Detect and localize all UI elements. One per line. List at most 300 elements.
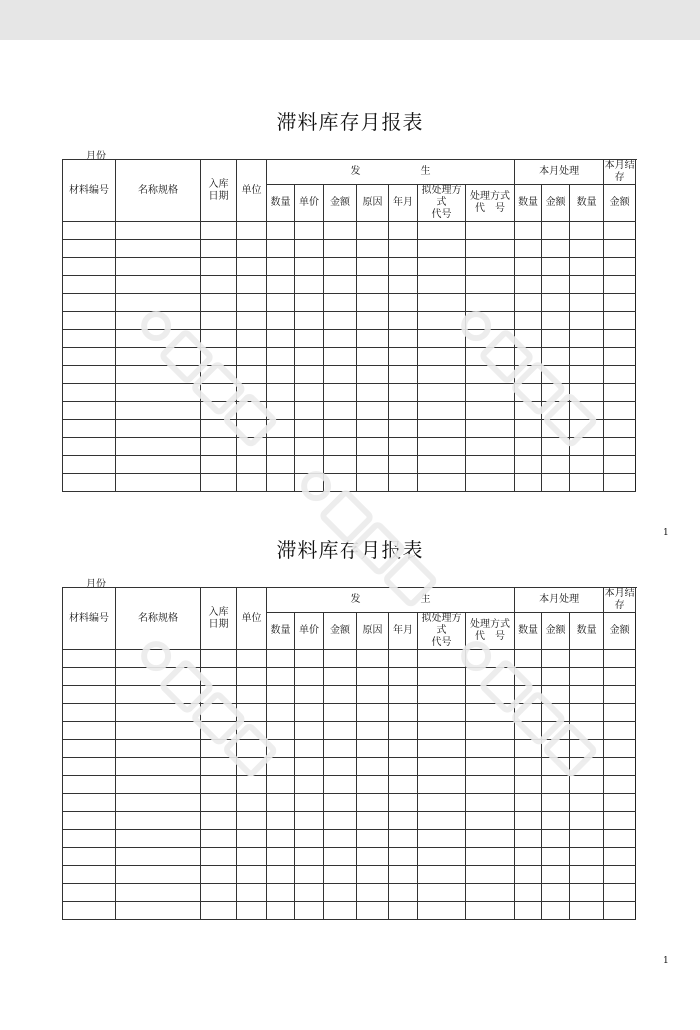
table-cell[interactable] bbox=[116, 330, 201, 348]
table-cell[interactable] bbox=[542, 812, 570, 830]
table-cell[interactable] bbox=[604, 222, 636, 240]
table-cell[interactable] bbox=[570, 438, 604, 456]
table-cell[interactable] bbox=[389, 740, 418, 758]
table-cell[interactable] bbox=[604, 830, 636, 848]
table-cell[interactable] bbox=[357, 420, 389, 438]
table-cell[interactable] bbox=[357, 456, 389, 474]
table-cell[interactable] bbox=[201, 330, 237, 348]
table-cell[interactable] bbox=[267, 812, 295, 830]
table-cell[interactable] bbox=[295, 438, 324, 456]
table-cell[interactable] bbox=[542, 348, 570, 366]
table-cell[interactable] bbox=[570, 776, 604, 794]
table-cell[interactable] bbox=[515, 650, 542, 668]
table-cell[interactable] bbox=[295, 740, 324, 758]
table-cell[interactable] bbox=[466, 686, 515, 704]
table-cell[interactable] bbox=[63, 312, 116, 330]
table-cell[interactable] bbox=[295, 474, 324, 492]
table-cell[interactable] bbox=[389, 776, 418, 794]
table-cell[interactable] bbox=[295, 222, 324, 240]
table-cell[interactable] bbox=[357, 902, 389, 920]
table-cell[interactable] bbox=[63, 704, 116, 722]
table-cell[interactable] bbox=[570, 866, 604, 884]
table-cell[interactable] bbox=[116, 222, 201, 240]
table-cell[interactable] bbox=[201, 650, 237, 668]
table-cell[interactable] bbox=[515, 276, 542, 294]
table-cell[interactable] bbox=[237, 456, 267, 474]
table-cell[interactable] bbox=[201, 240, 237, 258]
table-cell[interactable] bbox=[418, 258, 466, 276]
table-cell[interactable] bbox=[389, 866, 418, 884]
table-cell[interactable] bbox=[466, 312, 515, 330]
table-cell[interactable] bbox=[237, 276, 267, 294]
table-cell[interactable] bbox=[324, 848, 357, 866]
table-cell[interactable] bbox=[418, 474, 466, 492]
table-cell[interactable] bbox=[237, 402, 267, 420]
table-cell[interactable] bbox=[604, 866, 636, 884]
table-cell[interactable] bbox=[570, 884, 604, 902]
table-cell[interactable] bbox=[418, 456, 466, 474]
table-cell[interactable] bbox=[604, 686, 636, 704]
table-cell[interactable] bbox=[418, 294, 466, 312]
table-cell[interactable] bbox=[604, 258, 636, 276]
table-cell[interactable] bbox=[542, 474, 570, 492]
table-cell[interactable] bbox=[116, 474, 201, 492]
table-cell[interactable] bbox=[237, 474, 267, 492]
table-cell[interactable] bbox=[389, 330, 418, 348]
table-cell[interactable] bbox=[324, 668, 357, 686]
table-cell[interactable] bbox=[542, 276, 570, 294]
table-cell[interactable] bbox=[389, 222, 418, 240]
table-cell[interactable] bbox=[604, 758, 636, 776]
table-cell[interactable] bbox=[201, 276, 237, 294]
table-cell[interactable] bbox=[295, 866, 324, 884]
table-cell[interactable] bbox=[389, 704, 418, 722]
table-cell[interactable] bbox=[267, 348, 295, 366]
table-cell[interactable] bbox=[515, 420, 542, 438]
table-cell[interactable] bbox=[515, 258, 542, 276]
table-cell[interactable] bbox=[389, 366, 418, 384]
table-cell[interactable] bbox=[267, 758, 295, 776]
table-cell[interactable] bbox=[515, 776, 542, 794]
table-cell[interactable] bbox=[295, 650, 324, 668]
table-cell[interactable] bbox=[466, 402, 515, 420]
table-cell[interactable] bbox=[357, 384, 389, 402]
table-cell[interactable] bbox=[542, 866, 570, 884]
table-cell[interactable] bbox=[418, 402, 466, 420]
table-cell[interactable] bbox=[542, 312, 570, 330]
table-cell[interactable] bbox=[570, 402, 604, 420]
table-cell[interactable] bbox=[63, 258, 116, 276]
table-cell[interactable] bbox=[201, 222, 237, 240]
table-cell[interactable] bbox=[267, 222, 295, 240]
table-cell[interactable] bbox=[267, 830, 295, 848]
table-cell[interactable] bbox=[418, 420, 466, 438]
table-cell[interactable] bbox=[466, 366, 515, 384]
table-cell[interactable] bbox=[515, 456, 542, 474]
table-cell[interactable] bbox=[324, 686, 357, 704]
table-cell[interactable] bbox=[515, 866, 542, 884]
table-cell[interactable] bbox=[201, 420, 237, 438]
table-cell[interactable] bbox=[466, 794, 515, 812]
table-cell[interactable] bbox=[604, 812, 636, 830]
table-cell[interactable] bbox=[295, 276, 324, 294]
table-cell[interactable] bbox=[237, 222, 267, 240]
table-cell[interactable] bbox=[237, 366, 267, 384]
table-cell[interactable] bbox=[357, 258, 389, 276]
table-cell[interactable] bbox=[357, 348, 389, 366]
table-cell[interactable] bbox=[418, 650, 466, 668]
table-cell[interactable] bbox=[389, 812, 418, 830]
table-cell[interactable] bbox=[389, 402, 418, 420]
table-cell[interactable] bbox=[237, 258, 267, 276]
table-cell[interactable] bbox=[116, 402, 201, 420]
table-cell[interactable] bbox=[357, 884, 389, 902]
table-cell[interactable] bbox=[267, 276, 295, 294]
table-cell[interactable] bbox=[466, 258, 515, 276]
table-cell[interactable] bbox=[116, 704, 201, 722]
table-cell[interactable] bbox=[570, 686, 604, 704]
table-cell[interactable] bbox=[389, 848, 418, 866]
table-cell[interactable] bbox=[542, 830, 570, 848]
table-cell[interactable] bbox=[237, 884, 267, 902]
table-cell[interactable] bbox=[267, 240, 295, 258]
table-cell[interactable] bbox=[116, 686, 201, 704]
table-cell[interactable] bbox=[466, 830, 515, 848]
table-cell[interactable] bbox=[604, 330, 636, 348]
table-cell[interactable] bbox=[466, 330, 515, 348]
table-cell[interactable] bbox=[201, 348, 237, 366]
table-cell[interactable] bbox=[237, 740, 267, 758]
table-cell[interactable] bbox=[201, 704, 237, 722]
table-cell[interactable] bbox=[116, 776, 201, 794]
table-cell[interactable] bbox=[604, 384, 636, 402]
table-cell[interactable] bbox=[295, 704, 324, 722]
table-cell[interactable] bbox=[418, 758, 466, 776]
table-cell[interactable] bbox=[570, 812, 604, 830]
table-cell[interactable] bbox=[201, 866, 237, 884]
table-cell[interactable] bbox=[515, 438, 542, 456]
table-cell[interactable] bbox=[570, 830, 604, 848]
table-cell[interactable] bbox=[116, 740, 201, 758]
table-cell[interactable] bbox=[466, 884, 515, 902]
table-cell[interactable] bbox=[201, 884, 237, 902]
table-cell[interactable] bbox=[267, 776, 295, 794]
table-cell[interactable] bbox=[267, 902, 295, 920]
table-cell[interactable] bbox=[116, 456, 201, 474]
table-cell[interactable] bbox=[466, 866, 515, 884]
table-cell[interactable] bbox=[63, 366, 116, 384]
table-cell[interactable] bbox=[542, 668, 570, 686]
table-cell[interactable] bbox=[466, 740, 515, 758]
table-cell[interactable] bbox=[201, 812, 237, 830]
table-cell[interactable] bbox=[324, 866, 357, 884]
table-cell[interactable] bbox=[267, 294, 295, 312]
table-cell[interactable] bbox=[542, 384, 570, 402]
table-cell[interactable] bbox=[295, 348, 324, 366]
table-cell[interactable] bbox=[515, 884, 542, 902]
table-cell[interactable] bbox=[542, 722, 570, 740]
table-cell[interactable] bbox=[324, 722, 357, 740]
table-cell[interactable] bbox=[466, 222, 515, 240]
table-cell[interactable] bbox=[237, 438, 267, 456]
table-cell[interactable] bbox=[201, 668, 237, 686]
table-cell[interactable] bbox=[324, 402, 357, 420]
table-cell[interactable] bbox=[604, 420, 636, 438]
table-cell[interactable] bbox=[295, 794, 324, 812]
table-cell[interactable] bbox=[324, 276, 357, 294]
table-cell[interactable] bbox=[570, 384, 604, 402]
table-cell[interactable] bbox=[357, 438, 389, 456]
table-cell[interactable] bbox=[604, 776, 636, 794]
table-cell[interactable] bbox=[295, 294, 324, 312]
table-cell[interactable] bbox=[389, 420, 418, 438]
table-cell[interactable] bbox=[389, 650, 418, 668]
table-cell[interactable] bbox=[295, 830, 324, 848]
table-cell[interactable] bbox=[63, 902, 116, 920]
table-cell[interactable] bbox=[466, 294, 515, 312]
table-cell[interactable] bbox=[201, 438, 237, 456]
table-cell[interactable] bbox=[418, 438, 466, 456]
table-cell[interactable] bbox=[237, 294, 267, 312]
table-cell[interactable] bbox=[324, 704, 357, 722]
table-cell[interactable] bbox=[237, 330, 267, 348]
table-cell[interactable] bbox=[295, 884, 324, 902]
table-cell[interactable] bbox=[570, 740, 604, 758]
table-cell[interactable] bbox=[515, 686, 542, 704]
table-cell[interactable] bbox=[515, 240, 542, 258]
table-cell[interactable] bbox=[237, 812, 267, 830]
table-cell[interactable] bbox=[418, 668, 466, 686]
table-cell[interactable] bbox=[466, 420, 515, 438]
table-cell[interactable] bbox=[515, 384, 542, 402]
table-cell[interactable] bbox=[389, 348, 418, 366]
table-cell[interactable] bbox=[389, 794, 418, 812]
table-cell[interactable] bbox=[267, 438, 295, 456]
table-cell[interactable] bbox=[515, 740, 542, 758]
table-cell[interactable] bbox=[267, 740, 295, 758]
table-cell[interactable] bbox=[116, 884, 201, 902]
table-cell[interactable] bbox=[63, 294, 116, 312]
table-cell[interactable] bbox=[570, 420, 604, 438]
table-cell[interactable] bbox=[418, 776, 466, 794]
table-cell[interactable] bbox=[295, 312, 324, 330]
table-cell[interactable] bbox=[63, 776, 116, 794]
table-cell[interactable] bbox=[570, 276, 604, 294]
table-cell[interactable] bbox=[63, 276, 116, 294]
table-cell[interactable] bbox=[237, 776, 267, 794]
table-cell[interactable] bbox=[418, 276, 466, 294]
table-cell[interactable] bbox=[357, 668, 389, 686]
table-cell[interactable] bbox=[515, 294, 542, 312]
table-cell[interactable] bbox=[604, 474, 636, 492]
table-cell[interactable] bbox=[267, 866, 295, 884]
table-cell[interactable] bbox=[116, 794, 201, 812]
table-cell[interactable] bbox=[267, 668, 295, 686]
table-cell[interactable] bbox=[201, 384, 237, 402]
table-cell[interactable] bbox=[295, 686, 324, 704]
table-cell[interactable] bbox=[357, 686, 389, 704]
table-cell[interactable] bbox=[324, 438, 357, 456]
table-cell[interactable] bbox=[201, 830, 237, 848]
table-cell[interactable] bbox=[389, 240, 418, 258]
table-cell[interactable] bbox=[466, 384, 515, 402]
table-cell[interactable] bbox=[466, 650, 515, 668]
table-cell[interactable] bbox=[295, 384, 324, 402]
table-cell[interactable] bbox=[116, 438, 201, 456]
table-cell[interactable] bbox=[515, 830, 542, 848]
table-cell[interactable] bbox=[324, 240, 357, 258]
table-cell[interactable] bbox=[570, 348, 604, 366]
table-cell[interactable] bbox=[324, 456, 357, 474]
table-cell[interactable] bbox=[63, 794, 116, 812]
table-cell[interactable] bbox=[267, 848, 295, 866]
table-cell[interactable] bbox=[418, 240, 466, 258]
table-cell[interactable] bbox=[63, 758, 116, 776]
table-cell[interactable] bbox=[570, 650, 604, 668]
table-cell[interactable] bbox=[295, 812, 324, 830]
table-cell[interactable] bbox=[237, 848, 267, 866]
table-cell[interactable] bbox=[201, 258, 237, 276]
table-cell[interactable] bbox=[542, 222, 570, 240]
table-cell[interactable] bbox=[357, 722, 389, 740]
table-cell[interactable] bbox=[389, 384, 418, 402]
table-cell[interactable] bbox=[515, 848, 542, 866]
table-cell[interactable] bbox=[389, 722, 418, 740]
table-cell[interactable] bbox=[357, 402, 389, 420]
table-cell[interactable] bbox=[389, 258, 418, 276]
table-cell[interactable] bbox=[515, 722, 542, 740]
table-cell[interactable] bbox=[515, 704, 542, 722]
table-cell[interactable] bbox=[295, 722, 324, 740]
table-cell[interactable] bbox=[604, 794, 636, 812]
table-cell[interactable] bbox=[418, 812, 466, 830]
table-cell[interactable] bbox=[466, 438, 515, 456]
table-cell[interactable] bbox=[201, 722, 237, 740]
table-cell[interactable] bbox=[542, 704, 570, 722]
table-cell[interactable] bbox=[324, 776, 357, 794]
table-cell[interactable] bbox=[63, 240, 116, 258]
table-cell[interactable] bbox=[267, 258, 295, 276]
table-cell[interactable] bbox=[201, 312, 237, 330]
table-cell[interactable] bbox=[267, 722, 295, 740]
table-cell[interactable] bbox=[357, 758, 389, 776]
table-cell[interactable] bbox=[324, 794, 357, 812]
table-cell[interactable] bbox=[604, 312, 636, 330]
table-cell[interactable] bbox=[357, 366, 389, 384]
table-cell[interactable] bbox=[295, 758, 324, 776]
table-cell[interactable] bbox=[324, 384, 357, 402]
table-cell[interactable] bbox=[324, 420, 357, 438]
table-cell[interactable] bbox=[515, 330, 542, 348]
table-cell[interactable] bbox=[570, 722, 604, 740]
table-cell[interactable] bbox=[542, 240, 570, 258]
table-cell[interactable] bbox=[324, 650, 357, 668]
table-cell[interactable] bbox=[201, 794, 237, 812]
table-cell[interactable] bbox=[201, 758, 237, 776]
table-cell[interactable] bbox=[604, 902, 636, 920]
table-cell[interactable] bbox=[324, 740, 357, 758]
table-cell[interactable] bbox=[63, 668, 116, 686]
table-cell[interactable] bbox=[357, 650, 389, 668]
table-cell[interactable] bbox=[604, 276, 636, 294]
table-cell[interactable] bbox=[63, 722, 116, 740]
table-cell[interactable] bbox=[295, 402, 324, 420]
table-cell[interactable] bbox=[267, 420, 295, 438]
table-cell[interactable] bbox=[237, 830, 267, 848]
table-cell[interactable] bbox=[295, 668, 324, 686]
table-cell[interactable] bbox=[267, 384, 295, 402]
table-cell[interactable] bbox=[201, 474, 237, 492]
table-cell[interactable] bbox=[570, 222, 604, 240]
table-cell[interactable] bbox=[604, 456, 636, 474]
table-cell[interactable] bbox=[116, 420, 201, 438]
table-cell[interactable] bbox=[357, 794, 389, 812]
table-cell[interactable] bbox=[63, 474, 116, 492]
table-cell[interactable] bbox=[604, 366, 636, 384]
table-cell[interactable] bbox=[116, 276, 201, 294]
table-cell[interactable] bbox=[570, 366, 604, 384]
table-cell[interactable] bbox=[295, 902, 324, 920]
table-cell[interactable] bbox=[515, 348, 542, 366]
table-cell[interactable] bbox=[418, 704, 466, 722]
table-cell[interactable] bbox=[237, 704, 267, 722]
table-cell[interactable] bbox=[418, 330, 466, 348]
table-cell[interactable] bbox=[63, 686, 116, 704]
table-cell[interactable] bbox=[116, 366, 201, 384]
table-cell[interactable] bbox=[116, 384, 201, 402]
table-cell[interactable] bbox=[542, 294, 570, 312]
table-cell[interactable] bbox=[466, 240, 515, 258]
table-cell[interactable] bbox=[389, 276, 418, 294]
table-cell[interactable] bbox=[357, 812, 389, 830]
table-cell[interactable] bbox=[116, 294, 201, 312]
table-cell[interactable] bbox=[267, 312, 295, 330]
table-cell[interactable] bbox=[604, 402, 636, 420]
table-cell[interactable] bbox=[418, 866, 466, 884]
table-cell[interactable] bbox=[295, 420, 324, 438]
table-cell[interactable] bbox=[324, 884, 357, 902]
table-cell[interactable] bbox=[201, 740, 237, 758]
table-cell[interactable] bbox=[389, 312, 418, 330]
table-cell[interactable] bbox=[295, 240, 324, 258]
table-cell[interactable] bbox=[324, 312, 357, 330]
table-cell[interactable] bbox=[237, 650, 267, 668]
table-cell[interactable] bbox=[466, 902, 515, 920]
table-cell[interactable] bbox=[357, 312, 389, 330]
table-cell[interactable] bbox=[604, 438, 636, 456]
table-cell[interactable] bbox=[542, 330, 570, 348]
table-cell[interactable] bbox=[542, 884, 570, 902]
table-cell[interactable] bbox=[542, 740, 570, 758]
table-cell[interactable] bbox=[116, 258, 201, 276]
table-cell[interactable] bbox=[295, 366, 324, 384]
table-cell[interactable] bbox=[418, 902, 466, 920]
table-cell[interactable] bbox=[324, 902, 357, 920]
table-cell[interactable] bbox=[515, 366, 542, 384]
table-cell[interactable] bbox=[570, 848, 604, 866]
table-cell[interactable] bbox=[237, 722, 267, 740]
table-cell[interactable] bbox=[389, 456, 418, 474]
table-cell[interactable] bbox=[267, 402, 295, 420]
table-cell[interactable] bbox=[63, 812, 116, 830]
table-cell[interactable] bbox=[570, 258, 604, 276]
table-cell[interactable] bbox=[116, 866, 201, 884]
table-cell[interactable] bbox=[604, 704, 636, 722]
table-cell[interactable] bbox=[116, 812, 201, 830]
table-cell[interactable] bbox=[604, 668, 636, 686]
table-cell[interactable] bbox=[63, 740, 116, 758]
table-cell[interactable] bbox=[418, 686, 466, 704]
